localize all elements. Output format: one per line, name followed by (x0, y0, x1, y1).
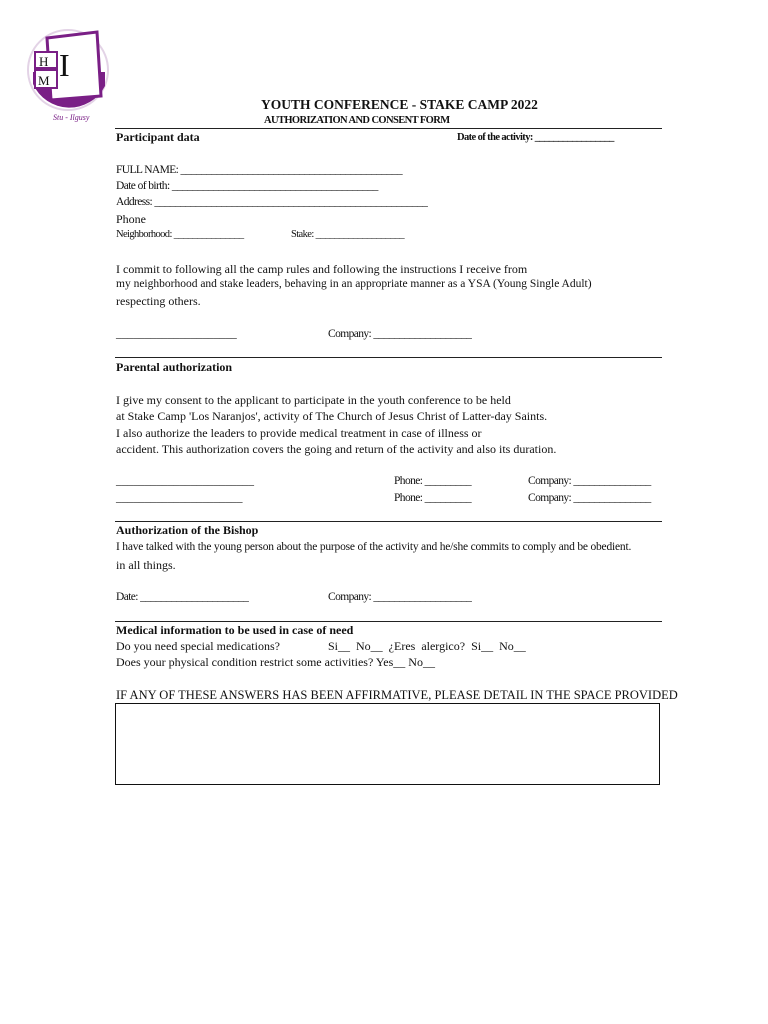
svg-text:M: M (38, 73, 50, 88)
physical-restriction-question[interactable]: Does your physical condition restrict some activities? Yes__ No__ (116, 655, 435, 669)
neighborhood-field[interactable]: Neighborhood: _______________ (116, 229, 244, 240)
divider (115, 128, 662, 129)
medications-question: Do you need special medications? (116, 639, 280, 653)
date-of-activity-field[interactable]: Date of the activity: _________________ (457, 132, 614, 143)
stake-field[interactable]: Stake: ___________________ (291, 229, 405, 240)
commit-text-line: respecting others. (116, 294, 201, 308)
detail-instruction: IF ANY OF THESE ANSWERS HAS BEEN AFFIRMATIVE, PLEASE DETAIL IN THE SPACE PROVIDED (116, 688, 678, 702)
section-heading-participant: Participant data (116, 130, 200, 144)
section-heading-parental: Parental authorization (116, 360, 233, 374)
parent-company-field[interactable]: Company: _______________ (528, 475, 651, 487)
participant-company-field[interactable]: Company: ___________________ (328, 328, 472, 340)
phone-label: Phone (116, 212, 146, 226)
bishop-company-field[interactable]: Company: ___________________ (328, 591, 472, 603)
svg-text:H: H (39, 54, 49, 69)
date-of-birth-field[interactable]: Date of birth: ________________________________________ (116, 180, 378, 192)
hm-logo (25, 26, 125, 126)
parent-phone-field[interactable]: Phone: _________ (394, 492, 471, 504)
commit-text-line: I commit to following all the camp rules and following the instructions I receive from (116, 262, 528, 276)
svg-text:I: I (59, 47, 70, 83)
section-heading-bishop: Authorization of the Bishop (116, 523, 259, 537)
parental-text-line: at Stake Camp 'Los Naranjos', activity of The Church of Jesus Christ of Latter-day Saints. (116, 409, 548, 423)
parent-phone-field[interactable]: Phone: _________ (394, 475, 471, 487)
medications-answer-options[interactable]: Si__ No__ ¿Eres alergico? Si__ No__ (328, 639, 526, 653)
parent-signature-field[interactable]: ______________________ (116, 492, 243, 504)
medical-details-textarea[interactable] (115, 703, 660, 785)
form-subtitle: AUTHORIZATION AND CONSENT FORM (264, 115, 450, 126)
divider (115, 521, 662, 522)
full-name-field[interactable]: FULL NAME: ___________________________________________ (116, 164, 402, 176)
commit-text-line: my neighborhood and stake leaders, behaving in an appropriate manner as a YSA (Young Single Adult) (116, 278, 592, 290)
section-heading-medical: Medical information to be used in case of need (116, 623, 354, 637)
bishop-text-line: in all things. (116, 558, 176, 572)
participant-signature-field[interactable]: _____________________ (116, 328, 237, 340)
parental-text-line: I also authorize the leaders to provide medical treatment in case of illness or (116, 426, 482, 440)
divider (115, 357, 662, 358)
parental-text-line: I give my consent to the applicant to participate in the youth conference to be held (116, 393, 511, 407)
bishop-text-line: I have talked with the young person about the purpose of the activity and he/she commits to comply and be obedient. (116, 541, 632, 553)
parent-signature-field[interactable]: ________________________ (116, 475, 254, 487)
svg-text:Stu - Ilgusy: Stu - Ilgusy (53, 113, 90, 122)
bishop-date-field[interactable]: Date: _____________________ (116, 591, 249, 603)
parental-text-line: accident. This authorization covers the going and return of the activity and also its duration. (116, 442, 557, 456)
form-title: YOUTH CONFERENCE - STAKE CAMP 2022 (261, 97, 538, 112)
parent-company-field[interactable]: Company: _______________ (528, 492, 651, 504)
divider (115, 621, 662, 622)
address-field[interactable]: Address: _____________________________________________________ (116, 196, 428, 208)
